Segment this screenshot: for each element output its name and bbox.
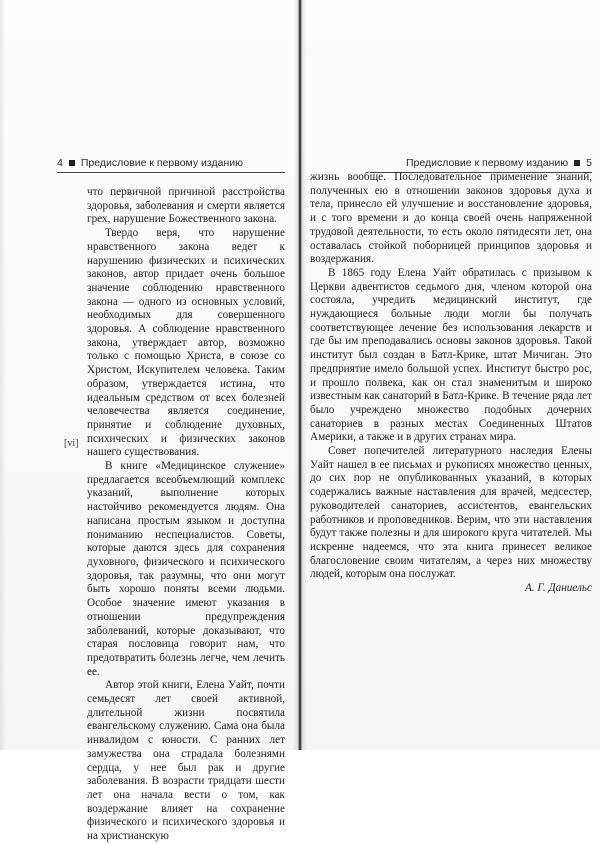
running-head-title: Предисловие к первому изданию [80,157,243,169]
square-bullet-icon [69,160,75,166]
paragraph: Совет попечителей литературного наследия Елены Уайт нашел в ее письмах и рукописях множество ценных, до сих пор не опубликованных указаний, в которых содержались важные наставления для врачей, медсестер, руководителей санаториев, ассистентов, евангельских работников и проповедников. Верим, что эти наставления будут также полезны и для широкого круга читателей. Мы искренне надеемся, что эта книга принесет великое благословение своим читателям, а через них множеству людей, которым она послужат. [310,445,592,581]
right-running-header [370,156,592,170]
paragraph: Автор этой книги, Елена Уайт, почти семьдесят лет своей активной, длительной жизни посвятила евангельскому служению. Сама она была инвалидом с юности. С ранних лет замужества она страдала болезнями сердца, у нее был рак и другие заболевания. В возрасти тридцати шести лет она начала вести о том, как воздержание влияет на сохранение физического и психического здоровья и на христианскую [87,679,285,843]
signature: А. Г. Даниельс [524,582,592,595]
paragraph: что первичной причиной расстройства здоровья, заболевания и смерти является грех, нарушение Божественного закона. [87,186,285,226]
left-body-text [87,186,285,844]
page-number: 4 [57,157,63,169]
page-edge-shadow [0,0,6,750]
paragraph: Твердо веря, что нарушение нравственного закона ведет к нарушению физических и психических законов, автор придает очень большое значение соблюдению нравственного закона — одного из основных условий, необходимых для совершенного здоровья. А соблюдение нравственного закона, утверждает автор, возможно только с помощью Христа, в союзе со Христом, Искупителем человека. Таким образом, утверждается истина, что идеальным средством от всех болезней человечества является соединение, принятие и соблюдение духовных, психических и физических законов нашего существования. [87,227,285,459]
paragraph: В 1865 году Елена Уайт обратилась с призывом к Церкви адвентистов седьмого дня, членом которой она состояла, учредить медицинский институт, где нуждающиеся больные люди могли бы получать соответствующее лечение без использования лекарств и где бы им преподавались основы законов здоровья. Такой институт был создан в Батл-Крике, штат Мичиган. Это предприятие имело большой успех. Институт быстро рос, и прошло полвека, как он стал знаменитым и широко известным как санаторий в Батл-Крике. В течение ряда лет было учреждено множество подобных дочерних санаториев в разных местах Соединенных Штатов Америки, а также и в других странах мира. [310,266,592,444]
running-head-title: Предисловие к первому изданию [406,157,569,169]
marginal-page-reference: [vi] [64,438,79,449]
paragraph: жизнь вообще. Последовательное применение знаний, полученных ею в отношении законов здоровья духа и тела, принесло ей улучшение и восстановление здоровья, и с того времени и до конца своей очень напряженной трудовой деятельности, то есть около пятидесяти лет, она оставалась стойкой поборницей принципов здоровья и воздержания. [310,171,592,266]
square-bullet-icon [574,160,580,166]
right-page [302,0,600,750]
left-running-header [57,156,285,170]
paragraph: В книге «Медицинское служение» предлагается всеобъемлющий комплекс указаний, выполнение которых настойчиво рекомендуется людям. Она написана простым языком и доступна пониманию неспециалистов. Советы, которые даются здесь для сохранения духовного, физического и психического здоровья, так разумны, что они могут быть хорошо поняты всеми людьми. Особое значение имеют указания в отношении предупреждения заболеваний, которые доказывают, что старая пословица говорит нам, что предотвратить болезнь легче, чем лечить ее. [87,460,285,678]
header-rule [57,172,285,173]
right-body-text [310,171,592,596]
left-page [0,0,300,843]
page-number: 5 [586,157,592,169]
